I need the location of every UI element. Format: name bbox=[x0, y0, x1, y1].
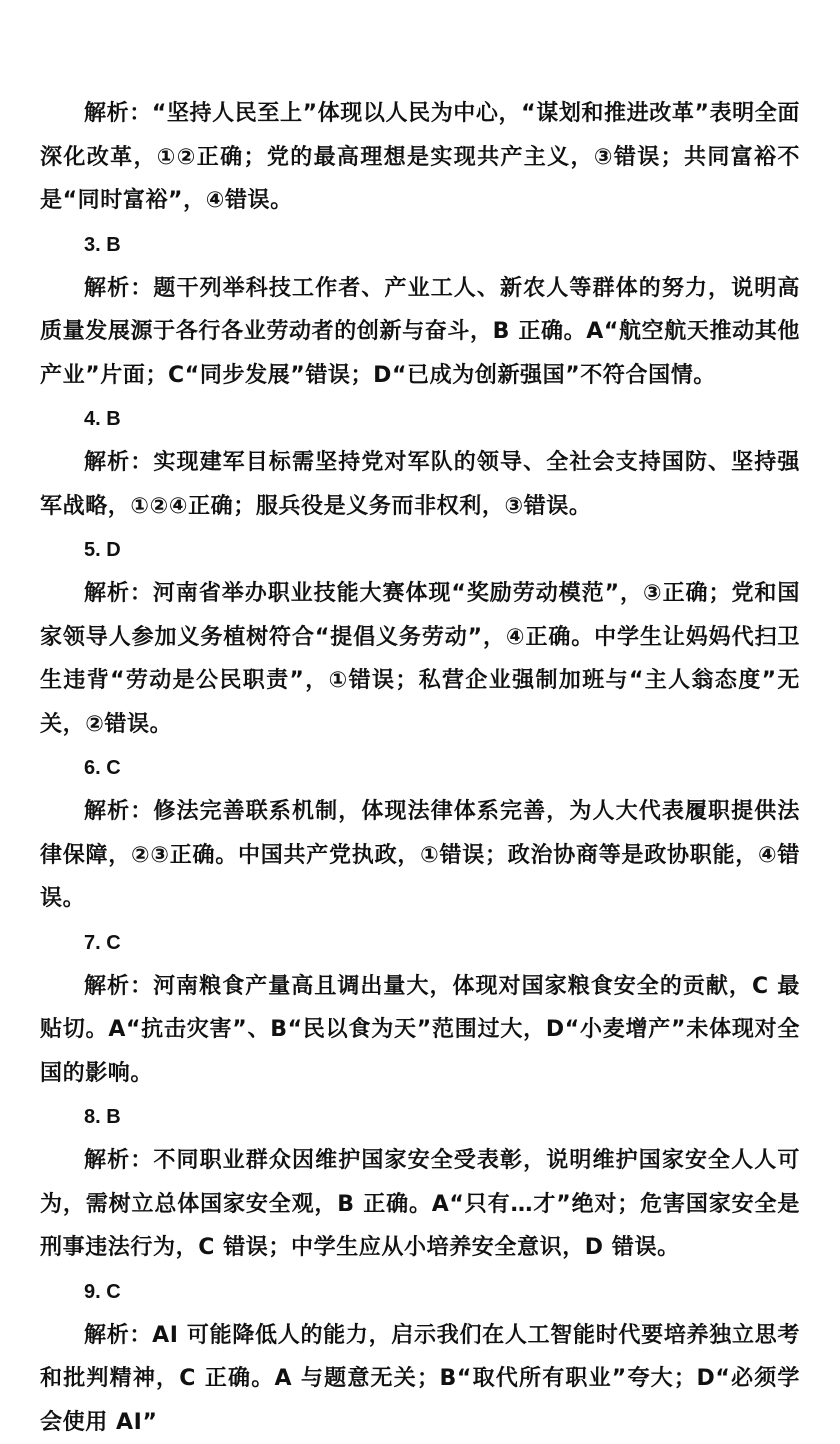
analysis-q3: 解析：题干列举科技工作者、产业工人、新农人等群体的努力，说明高质量发展源于各行各业劳动者的创新与奋斗，B 正确。A“航空航天推动其他产业”片面；C“同步发展”错误；D“已成为创新强国”不符合国情。 bbox=[40, 267, 800, 398]
answer-number-6: 6. C bbox=[40, 746, 800, 790]
analysis-q7: 解析：河南粮食产量高且调出量大，体现对国家粮食安全的贡献，C 最贴切。A“抗击灾害”、B“民以食为天”范围过大，D“小麦增产”未体现对全国的影响。 bbox=[40, 965, 800, 1096]
answer-number-4: 4. B bbox=[40, 397, 800, 441]
answer-number-5: 5. D bbox=[40, 528, 800, 572]
answer-analysis-page bbox=[40, 92, 800, 1444]
answer-number-9: 9. C bbox=[40, 1270, 800, 1314]
analysis-q9: 解析：AI 可能降低人的能力，启示我们在人工智能时代要培养独立思考和批判精神，C 正确。A 与题意无关；B“取代所有职业”夸大；D“必须学会使用 AI” bbox=[40, 1314, 800, 1444]
analysis-q4: 解析：实现建军目标需坚持党对军队的领导、全社会支持国防、坚持强军战略，①②④正确；服兵役是义务而非权利，③错误。 bbox=[40, 441, 800, 528]
answer-number-3: 3. B bbox=[40, 223, 800, 267]
analysis-q6: 解析：修法完善联系机制，体现法律体系完善，为人大代表履职提供法律保障，②③正确。中国共产党执政，①错误；政治协商等是政协职能，④错误。 bbox=[40, 790, 800, 921]
answer-number-7: 7. C bbox=[40, 921, 800, 965]
analysis-q8: 解析：不同职业群众因维护国家安全受表彰，说明维护国家安全人人可为，需树立总体国家安全观，B 正确。A“只有…才”绝对；危害国家安全是刑事违法行为，C 错误；中学生应从小培养安全意识，D 错误。 bbox=[40, 1139, 800, 1270]
answer-number-8: 8. B bbox=[40, 1095, 800, 1139]
analysis-q5: 解析：河南省举办职业技能大赛体现“奖励劳动模范”，③正确；党和国家领导人参加义务植树符合“提倡义务劳动”，④正确。中学生让妈妈代扫卫生违背“劳动是公民职责”，①错误；私营企业强制加班与“主人翁态度”无关，②错误。 bbox=[40, 572, 800, 746]
analysis-q2: 解析：“坚持人民至上”体现以人民为中心，“谋划和推进改革”表明全面深化改革，①②正确；党的最高理想是实现共产主义，③错误；共同富裕不是“同时富裕”，④错误。 bbox=[40, 92, 800, 223]
